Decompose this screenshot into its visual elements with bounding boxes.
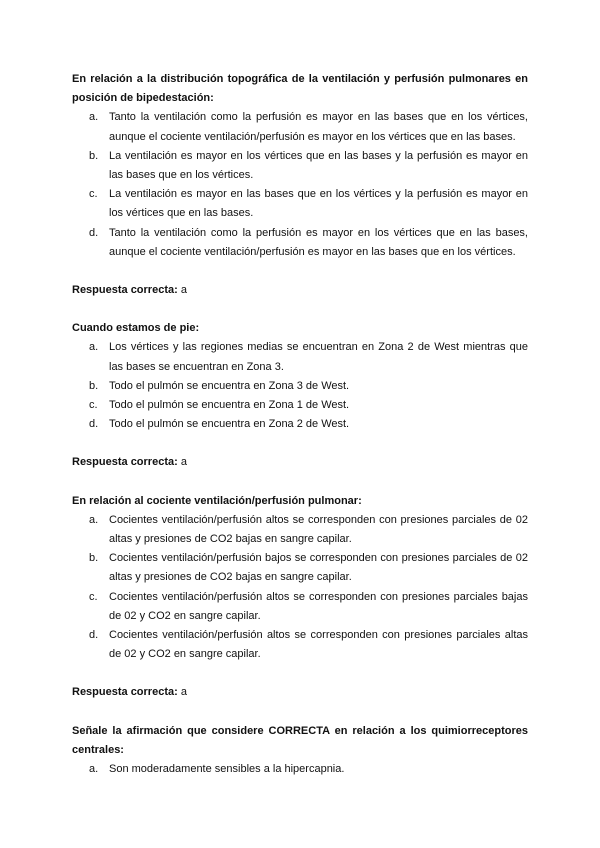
option-letter: d. bbox=[89, 226, 99, 239]
option-text: La ventilación es mayor en los vértices que en las bases y la perfusión es mayor en las bases que en los vértices. bbox=[109, 149, 528, 182]
answer-label: Respuesta correcta: bbox=[72, 284, 178, 297]
question-text: Cuando estamos de pie: bbox=[72, 322, 200, 335]
option-d bbox=[72, 224, 528, 262]
option-a bbox=[72, 760, 528, 779]
answer-value: a bbox=[180, 456, 187, 469]
options-list bbox=[72, 338, 528, 434]
question-block-3 bbox=[72, 492, 528, 703]
option-a bbox=[72, 338, 528, 376]
answer-value: a bbox=[180, 284, 187, 297]
answer-label: Respuesta correcta: bbox=[72, 686, 178, 699]
option-letter: b. bbox=[89, 552, 99, 565]
option-letter: c. bbox=[89, 590, 98, 603]
option-letter: a. bbox=[89, 341, 99, 354]
option-text: Cocientes ventilación/perfusión bajos se corresponden con presiones parciales de 02 altas y presiones de CO2 bajas en sangre capilar. bbox=[109, 552, 528, 584]
option-b bbox=[72, 147, 528, 185]
option-text: Todo el pulmón se encuentra en Zona 2 de West. bbox=[109, 418, 350, 431]
correct-answer bbox=[72, 683, 528, 702]
option-a bbox=[72, 108, 528, 146]
option-letter: d. bbox=[89, 629, 99, 642]
answer-label: Respuesta correcta: bbox=[72, 456, 178, 469]
option-letter: b. bbox=[89, 379, 99, 392]
options-list bbox=[72, 108, 528, 262]
option-letter: a. bbox=[89, 513, 99, 526]
options-list bbox=[72, 511, 528, 665]
option-d bbox=[72, 626, 528, 664]
correct-answer bbox=[72, 453, 528, 472]
answer-value: a bbox=[180, 686, 187, 699]
correct-answer bbox=[72, 281, 528, 300]
option-a bbox=[72, 511, 528, 549]
option-text: Tanto la ventilación como la perfusión es mayor en los vértices que en las bases, aunque el cociente ventilación/perfusión es mayor en las bases que en los vértices. bbox=[109, 226, 528, 258]
option-c bbox=[72, 588, 528, 626]
option-b bbox=[72, 377, 528, 396]
option-text: Todo el pulmón se encuentra en Zona 3 de West. bbox=[109, 379, 350, 392]
option-text: Tanto la ventilación como la perfusión es mayor en las bases que en los vértices, aunque el cociente ventilación/perfusión es mayor en los vértices que en las bases. bbox=[109, 111, 528, 143]
option-text: Son moderadamente sensibles a la hipercapnia. bbox=[109, 763, 345, 776]
question-block-4 bbox=[72, 722, 528, 780]
option-letter: c. bbox=[89, 188, 98, 201]
option-d bbox=[72, 415, 528, 434]
option-text: Todo el pulmón se encuentra en Zona 1 de West. bbox=[109, 399, 350, 412]
options-list bbox=[72, 760, 528, 779]
document-content bbox=[72, 70, 528, 779]
option-b bbox=[72, 549, 528, 587]
option-text: Cocientes ventilación/perfusión altos se corresponden con presiones parciales bajas de 02 y CO2 en sangre capilar. bbox=[109, 590, 528, 622]
option-text: La ventilación es mayor en las bases que en los vértices y la perfusión es mayor en los vértices que en las bases. bbox=[109, 188, 528, 220]
option-text: Cocientes ventilación/perfusión altos se corresponden con presiones parciales altas de 02 y CO2 en sangre capilar. bbox=[109, 629, 528, 661]
question-block-1 bbox=[72, 70, 528, 300]
option-text: Los vértices y las regiones medias se encuentran en Zona 2 de West mientras que las bases se encuentran en Zona 3. bbox=[109, 341, 528, 373]
question-text: En relación a la distribución topográfica de la ventilación y perfusión pulmonares en posición de bipedestación: bbox=[72, 73, 528, 105]
question-block-2 bbox=[72, 319, 528, 472]
option-letter: a. bbox=[89, 111, 99, 124]
option-text: Cocientes ventilación/perfusión altos se corresponden con presiones parciales de 02 altas y presiones de CO2 bajas en sangre capilar. bbox=[109, 513, 528, 546]
question-text: En relación al cociente ventilación/perfusión pulmonar: bbox=[72, 494, 362, 507]
option-letter: a. bbox=[89, 763, 99, 776]
option-letter: d. bbox=[89, 418, 99, 431]
option-letter: c. bbox=[89, 399, 98, 412]
option-letter: b. bbox=[89, 149, 99, 162]
question-text: Señale la afirmación que considere CORRECTA en relación a los quimiorreceptores centrales: bbox=[72, 724, 528, 756]
option-c bbox=[72, 185, 528, 223]
option-c bbox=[72, 396, 528, 415]
